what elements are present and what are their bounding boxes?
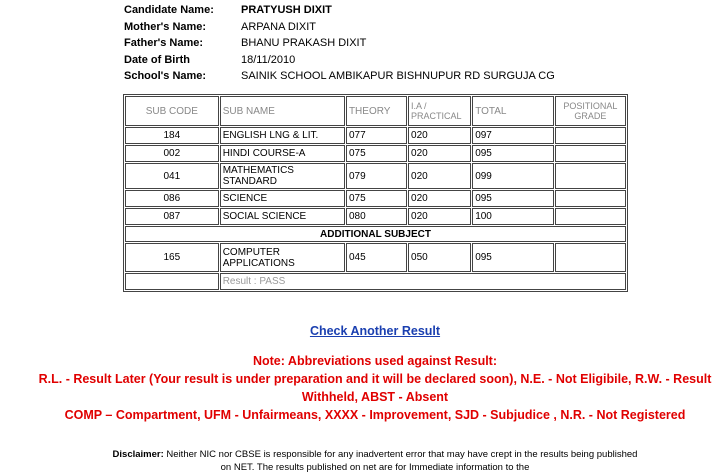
sub-name-cell: COMPUTER APPLICATIONS (220, 243, 345, 272)
marks-table (123, 94, 628, 292)
sub-code-cell: 184 (125, 127, 219, 144)
additional-subject-row (125, 226, 626, 242)
grade-cell (555, 145, 626, 162)
ia-cell: 020 (408, 163, 471, 189)
disclaimer (110, 448, 640, 474)
table-row (125, 145, 626, 162)
total-cell: 095 (472, 243, 553, 272)
theory-cell: 075 (346, 190, 407, 207)
header-total: TOTAL (472, 96, 553, 126)
dob-row (124, 52, 555, 69)
table-row (125, 163, 626, 189)
result-empty-cell (125, 273, 219, 290)
total-cell: 100 (472, 208, 553, 225)
result-row (125, 273, 626, 290)
grade-cell (555, 163, 626, 189)
theory-cell: 045 (346, 243, 407, 272)
ia-cell: 020 (408, 208, 471, 225)
father-name-label: Father's Name: (124, 37, 204, 50)
theory-cell: 077 (346, 127, 407, 144)
abbreviations-note (36, 352, 713, 424)
ia-cell: 020 (408, 190, 471, 207)
note-title: Note: Abbreviations used against Result: (252, 354, 498, 368)
father-name-value: BHANU PRAKASH DIXIT (241, 37, 367, 50)
sub-code-cell: 087 (125, 208, 219, 225)
total-cell: 095 (472, 145, 553, 162)
sub-code-cell: 041 (125, 163, 219, 189)
note-abbreviations-2: COMP – Compartment, UFM - Unfairmeans, XXXX - Improvement, SJD - Subjudice , N.R. - Not Registered (64, 408, 686, 422)
father-name-row (124, 35, 555, 52)
dob-value: 18/11/2010 (241, 53, 296, 66)
additional-subject-label: ADDITIONAL SUBJECT (125, 226, 626, 242)
disclaimer-label: Disclaimer: (112, 449, 164, 460)
school-name-value: SAINIK SCHOOL AMBIKAPUR BISHNUPUR RD SURGUJA CG (241, 70, 555, 83)
check-another-result-link[interactable]: Check Another Result (309, 324, 441, 338)
candidate-name-row (124, 2, 555, 19)
theory-cell: 079 (346, 163, 407, 189)
total-cell: 097 (472, 127, 553, 144)
table-row (125, 208, 626, 225)
sub-name-cell: SOCIAL SCIENCE (220, 208, 345, 225)
header-positional-grade: POSITIONAL GRADE (555, 96, 626, 126)
grade-cell (555, 208, 626, 225)
total-cell: 099 (472, 163, 553, 189)
dob-label: Date of Birth (124, 53, 190, 66)
sub-code-cell: 002 (125, 145, 219, 162)
grade-cell (555, 127, 626, 144)
table-row (125, 243, 626, 272)
ia-cell: 050 (408, 243, 471, 272)
ia-cell: 020 (408, 127, 471, 144)
header-theory: THEORY (346, 96, 407, 126)
header-sub-code: SUB CODE (125, 96, 219, 126)
sub-name-cell: MATHEMATICS STANDARD (220, 163, 345, 189)
sub-name-cell: ENGLISH LNG & LIT. (220, 127, 345, 144)
header-sub-name: SUB NAME (220, 96, 345, 126)
candidate-name-label: Candidate Name: (124, 4, 214, 17)
mother-name-row (124, 19, 555, 36)
note-abbreviations-1: R.L. - Result Later (Your result is under preparation and it will be declared soon), N.E. - Not Eligibile, R.W. - Result Withheld, ABST - Absent (38, 372, 712, 404)
candidate-name-value: PRATYUSH DIXIT (241, 4, 332, 17)
candidate-info (124, 2, 555, 85)
sub-code-cell: 086 (125, 190, 219, 207)
theory-cell: 080 (346, 208, 407, 225)
table-header-row (125, 96, 626, 126)
sub-name-cell: SCIENCE (220, 190, 345, 207)
total-cell: 095 (472, 190, 553, 207)
school-name-label: School's Name: (124, 70, 207, 83)
result-status: Result : PASS (220, 273, 626, 290)
header-ia-practical: I.A / PRACTICAL (408, 96, 471, 126)
school-name-row (124, 68, 555, 85)
table-row (125, 190, 626, 207)
sub-name-cell: HINDI COURSE-A (220, 145, 345, 162)
theory-cell: 075 (346, 145, 407, 162)
ia-cell: 020 (408, 145, 471, 162)
disclaimer-text: Neither NIC nor CBSE is responsible for any inadvertent error that may have crept in the results being published on NET. The results published on net are for Immediate information to the (166, 449, 638, 473)
sub-code-cell: 165 (125, 243, 219, 272)
grade-cell (555, 243, 626, 272)
table-row (125, 127, 626, 144)
grade-cell (555, 190, 626, 207)
mother-name-value: ARPANA DIXIT (241, 20, 316, 33)
mother-name-label: Mother's Name: (124, 20, 207, 33)
